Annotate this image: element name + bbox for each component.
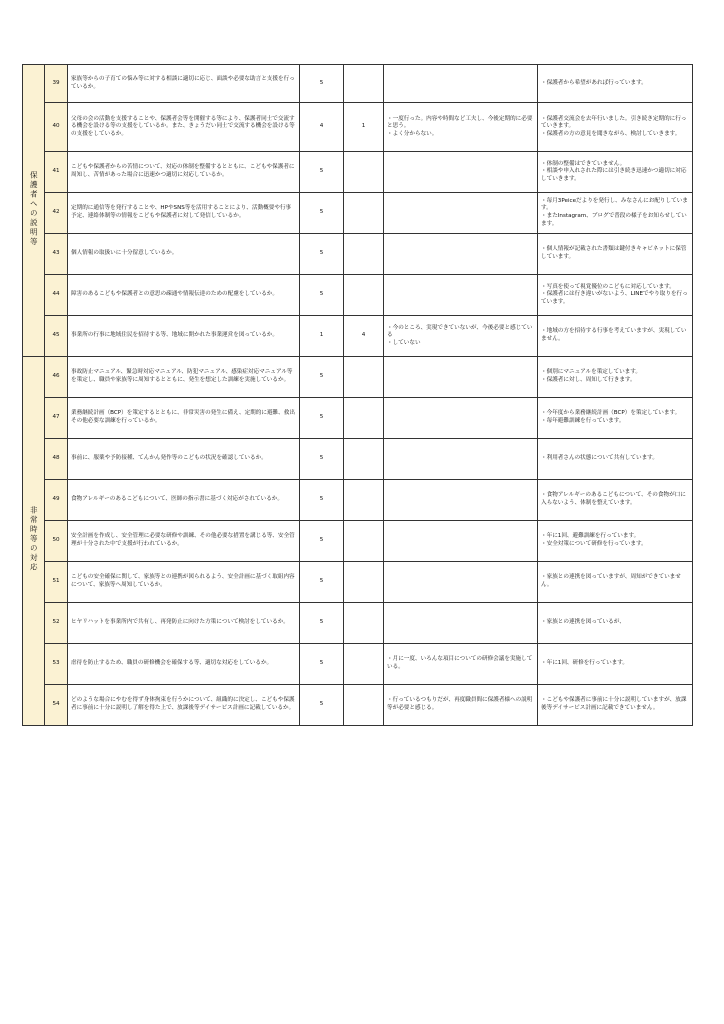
table-row [23,316,693,357]
no-count [344,357,384,398]
item-number: 43 [45,234,68,275]
table-row [23,234,693,275]
facility-response-text: ・地域の方を招待する行事を考えていますが、実現していません。 [541,328,687,342]
no-count [344,234,384,275]
yes-count: 5 [300,234,344,275]
parent-comment [384,357,538,398]
no-count [344,480,384,521]
no-count [344,65,384,103]
parent-comment [384,521,538,562]
item-text: 食物アレルギーのあるこどもについて、医師の指示書に基づく対応がされているか。 [68,480,300,521]
evaluation-table [22,64,693,726]
item-number: 39 [45,65,68,103]
yes-count: 5 [300,193,344,234]
parent-comment [384,439,538,480]
yes-count: 5 [300,398,344,439]
item-text: 安全計画を作成し、安全管理に必要な研修や訓練、その他必要な措置を講じる等、安全管理が十分された中で支援が行われているか。 [68,521,300,562]
facility-response-text: ・毎月3Peiceだよりを発行し、みなさんにお配りしています。 ・またInstagram、ブログで普段の様子をお知らせしています。 [541,197,688,227]
item-number: 54 [45,685,68,726]
parent-comment [384,644,538,685]
facility-response [538,562,693,603]
table-row [23,357,693,398]
item-number: 45 [45,316,68,357]
item-text: 事前に、服薬や予防接種、てんかん発作等のこどもの状況を確認しているか。 [68,439,300,480]
yes-count: 5 [300,685,344,726]
item-text: 業務継続計画（BCP）を策定するとともに、非常災害の発生に備え、定期的に避難、救出その他必要な訓練を行っているか。 [68,398,300,439]
facility-response [538,480,693,521]
no-count: 1 [344,103,384,152]
parent-comment-text: ・一度行った。内容や時間など工夫し、今後定期的に必要と思う。 ・よく分からない。 [387,115,533,137]
section-title: 保護者への説明等 [29,170,39,247]
table-row [23,275,693,316]
parent-comment-text: ・今のところ、実現できていないが、今後必要と感じている ・していない [387,324,533,346]
table-row [23,480,693,521]
parent-comment [384,275,538,316]
no-count [344,275,384,316]
no-count [344,685,384,726]
yes-count: 5 [300,480,344,521]
parent-comment [384,562,538,603]
item-text: どのような場合にやむを得ず身体拘束を行うかについて、組織的に決定し、こどもや保護者に事前に十分に説明し了解を得た上で、放課後等デイサービス計画に記載しているか。 [68,685,300,726]
item-number: 48 [45,439,68,480]
section-header [23,357,45,726]
facility-response [538,603,693,644]
facility-response [538,685,693,726]
item-text: こどもの安全確保に関して、家族等との連携が図られるよう、安全計画に基づく取組内容について、家族等へ周知しているか。 [68,562,300,603]
item-number: 53 [45,644,68,685]
no-count [344,562,384,603]
facility-response [538,193,693,234]
yes-count: 5 [300,357,344,398]
no-count [344,439,384,480]
parent-comment [384,65,538,103]
table-row [23,685,693,726]
item-number: 49 [45,480,68,521]
table-row [23,65,693,103]
no-count [344,521,384,562]
table-row [23,562,693,603]
yes-count: 5 [300,439,344,480]
item-text: 事故防止マニュアル、緊急時対応マニュアル、防犯マニュアル、感染症対応マニュアル等を策定し、職員や家族等に周知するとともに、発生を想定した訓練を実施しているか。 [68,357,300,398]
item-text: 事業所の行事に地域住民を招待する等、地域に開かれた事業運営を図っているか。 [68,316,300,357]
table-row [23,521,693,562]
no-count [344,603,384,644]
yes-count: 5 [300,275,344,316]
item-number: 46 [45,357,68,398]
item-text: 定期的に通信等を発行することや、HPやSNS等を活用することにより、活動概要や行事予定、連絡体制等の情報をこどもや保護者に対して発信しているか。 [68,193,300,234]
item-text: 個人情報の取扱いに十分留意しているか。 [68,234,300,275]
item-text: ヒヤリハットを事業所内で共有し、再発防止に向けた方策について検討をしているか。 [68,603,300,644]
facility-response-text: ・年に1回、研修を行っています。 [541,660,629,667]
facility-response [538,644,693,685]
parent-comment [384,603,538,644]
section-title: 非常時等の対応 [29,505,39,573]
facility-response-text: ・食物アレルギーのあるこどもについて、その食物が口に入らないよう、体制を整えています。 [541,492,686,506]
table-row [23,439,693,480]
parent-comment [384,316,538,357]
facility-response-text: ・体制の整備はできていません。 ・相談や申入れされた際には引き続き迅速かつ適切に対応していきます。 [541,160,687,182]
facility-response [538,234,693,275]
facility-response-text: ・利用者さんの状態について共有しています。 [541,455,658,462]
no-count [344,398,384,439]
yes-count: 5 [300,562,344,603]
yes-count: 5 [300,521,344,562]
item-number: 52 [45,603,68,644]
facility-response [538,103,693,152]
item-text: 父母の会の活動を支援することや、保護者会等を開催する等により、保護者同士で交流する機会を設ける等の支援をしているか。また、きょうだい同士で交流する機会を設ける等の支援をしているか。 [68,103,300,152]
facility-response-text: ・今年度から業務継続計画（BCP）を策定しています。 ・毎年避難訓練を行っています。 [541,410,681,424]
facility-response [538,357,693,398]
yes-count: 1 [300,316,344,357]
facility-response-text: ・こどもや保護者に事前に十分に説明していますが、放課後等デイサービス計画に記載できていません。 [541,697,687,711]
parent-comment [384,103,538,152]
parent-comment-text: ・月に一度、いろんな項目についての研修会議を実施している。 [387,656,533,670]
item-number: 42 [45,193,68,234]
table-row [23,152,693,193]
facility-response-text: ・保護者交流会を去年行いました。引き続き定期的に行っていきます。 ・保護者の方の意見を聞きながら、検討していきます。 [541,115,687,137]
yes-count: 5 [300,644,344,685]
item-number: 44 [45,275,68,316]
facility-response-text: ・保護者から希望があれば行っています。 [541,79,647,86]
facility-response [538,316,693,357]
facility-response-text: ・個人情報が記載された書類は鍵付きキャビネットに保管しています。 [541,246,687,260]
facility-response-text: ・写真を使って視覚優位のこどもに対応しています。 ・保護者には行き違いがないよう、LINEでやり取りを行っています。 [541,283,688,305]
parent-comment [384,152,538,193]
item-number: 41 [45,152,68,193]
facility-response [538,275,693,316]
parent-comment [384,480,538,521]
facility-response-text: ・年に1回、避難訓練を行っています。 ・安全対策について研修を行っています。 [541,533,647,547]
table-row [23,603,693,644]
facility-response [538,152,693,193]
no-count [344,152,384,193]
parent-comment [384,193,538,234]
table-row [23,644,693,685]
facility-response [538,398,693,439]
parent-comment [384,685,538,726]
facility-response-text: ・個別にマニュアルを策定しています。 ・保護者に対し、周知して行きます。 [541,369,642,383]
yes-count: 5 [300,603,344,644]
facility-response [538,65,693,103]
table-row [23,103,693,152]
section-header [23,65,45,357]
item-text: 家族等からの子育ての悩み等に対する相談に適切に応じ、面談や必要な助言と支援を行っているか。 [68,65,300,103]
yes-count: 5 [300,152,344,193]
item-text: 虐待を防止するため、職員の研修機会を確保する等、適切な対応をしているか。 [68,644,300,685]
facility-response [538,521,693,562]
no-count: 4 [344,316,384,357]
item-number: 40 [45,103,68,152]
table-row [23,398,693,439]
yes-count: 5 [300,65,344,103]
facility-response [538,439,693,480]
facility-response-text: ・家族との連携を図っているが、 [541,619,625,626]
item-text: 障害のあるこどもや保護者との意思の疎通や情報伝達のための配慮をしているか。 [68,275,300,316]
item-number: 50 [45,521,68,562]
parent-comment [384,398,538,439]
item-number: 47 [45,398,68,439]
no-count [344,644,384,685]
item-text: こどもや保護者からの苦情について、対応の体制を整備するとともに、こどもや保護者に周知し、苦情があった場合に迅速かつ適切に対応しているか。 [68,152,300,193]
table-row [23,193,693,234]
yes-count: 4 [300,103,344,152]
item-number: 51 [45,562,68,603]
no-count [344,193,384,234]
parent-comment [384,234,538,275]
facility-response-text: ・家族との連携を図っていますが、周知ができていません。 [541,574,681,588]
parent-comment-text: ・行っているつもりだが、再度職員間に保護者様への説明等が必要と感じる。 [387,697,533,711]
